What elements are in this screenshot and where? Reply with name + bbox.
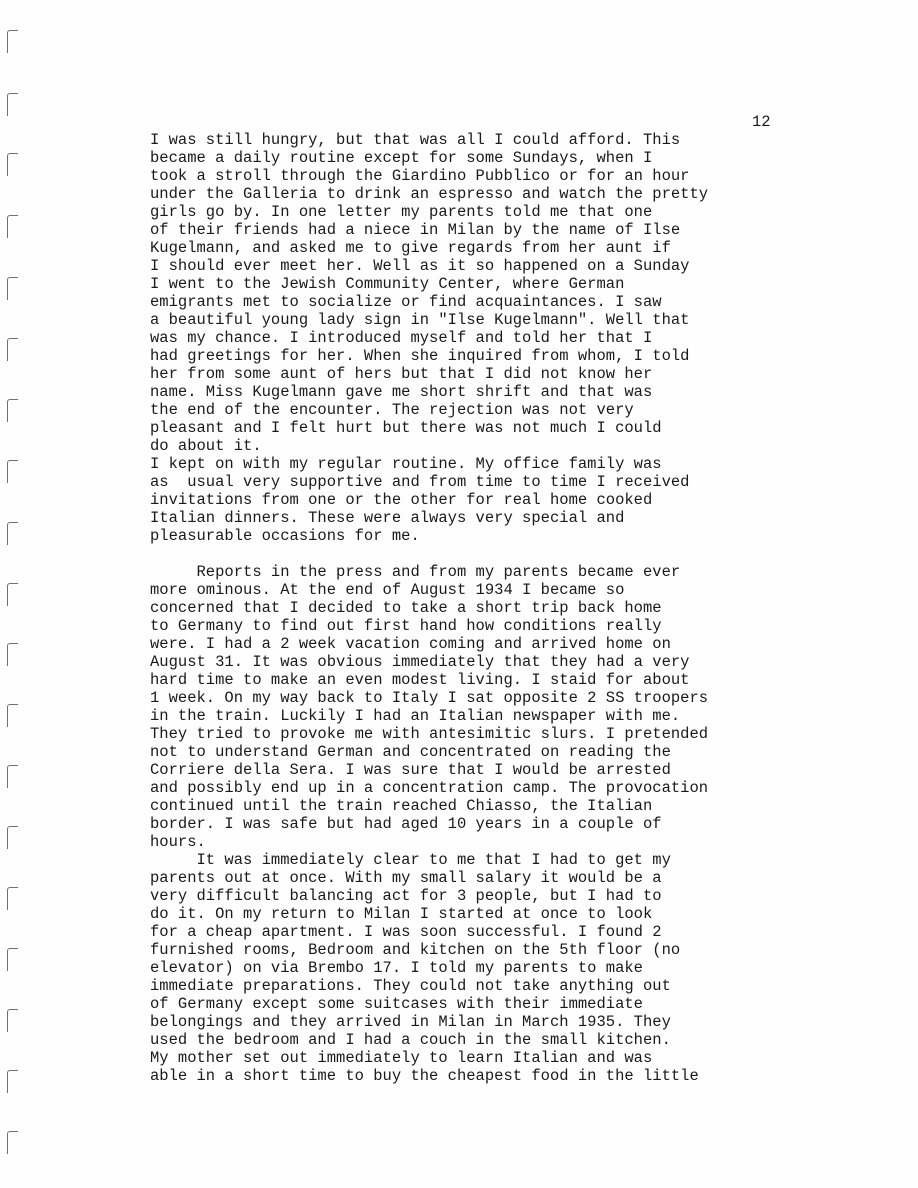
binder-hole-mark xyxy=(7,826,18,849)
text-line: more ominous. At the end of August 1934 I became so xyxy=(150,581,625,599)
binder-hole-mark xyxy=(7,522,18,545)
text-line: were. I had a 2 week vacation coming and arrived home on xyxy=(150,635,671,653)
binder-hole-mark xyxy=(7,643,18,666)
text-line: border. I was safe but had aged 10 years in a couple of xyxy=(150,815,662,833)
text-line: They tried to provoke me with antesimitic slurs. I pretended xyxy=(150,725,709,743)
text-line: in the train. Luckily I had an Italian newspaper with me. xyxy=(150,707,681,725)
text-line: belongings and they arrived in Milan in March 1935. They xyxy=(150,1013,671,1031)
text-line: 1 week. On my way back to Italy I sat opposite 2 SS troopers xyxy=(150,689,709,707)
text-line: very difficult balancing act for 3 people, but I had to xyxy=(150,887,662,905)
text-line: It was immediately clear to me that I had to get my xyxy=(150,851,671,869)
text-line: Kugelmann, and asked me to give regards from her aunt if xyxy=(150,239,671,257)
text-line: her from some aunt of hers but that I did not know her xyxy=(150,365,653,383)
text-line: of Germany except some suitcases with their immediate xyxy=(150,995,643,1013)
binder-hole-mark xyxy=(7,399,18,422)
binder-hole-mark xyxy=(7,948,18,971)
text-line: elevator) on via Brembo 17. I told my parents to make xyxy=(150,959,643,977)
binder-hole-mark xyxy=(7,583,18,606)
text-line: took a stroll through the Giardino Pubblico or for an hour xyxy=(150,167,690,185)
binder-hole-mark xyxy=(7,704,18,727)
text-line: and possibly end up in a concentration camp. The provocation xyxy=(150,779,709,797)
binder-hole-mark xyxy=(7,30,18,53)
text-line: a beautiful young lady sign in "Ilse Kugelmann". Well that xyxy=(150,311,690,329)
binder-hole-mark xyxy=(7,215,18,238)
text-line: hours. xyxy=(150,833,206,851)
text-line: invitations from one or the other for real home cooked xyxy=(150,491,653,509)
text-line: for a cheap apartment. I was soon successful. I found 2 xyxy=(150,923,662,941)
text-line: I was still hungry, but that was all I could afford. This xyxy=(150,131,681,149)
text-line: became a daily routine except for some Sundays, when I xyxy=(150,149,653,167)
binder-hole-mark xyxy=(7,338,18,361)
typed-text-body xyxy=(150,131,810,1085)
text-line: immediate preparations. They could not take anything out xyxy=(150,977,671,995)
text-line: Reports in the press and from my parents became ever xyxy=(150,563,681,581)
text-line: concerned that I decided to take a short trip back home xyxy=(150,599,662,617)
text-line: under the Galleria to drink an espresso and watch the pretty xyxy=(150,185,709,203)
text-line: emigrants met to socialize or find acquaintances. I saw xyxy=(150,293,662,311)
text-line: parents out at once. With my small salary it would be a xyxy=(150,869,662,887)
binder-hole-mark xyxy=(7,93,18,116)
text-line: My mother set out immediately to learn Italian and was xyxy=(150,1049,653,1067)
binder-hole-mark xyxy=(7,460,18,483)
text-line: pleasurable occasions for me. xyxy=(150,527,420,545)
text-line: not to understand German and concentrated on reading the xyxy=(150,743,671,761)
binder-hole-mark xyxy=(7,1070,18,1093)
text-line: to Germany to find out first hand how conditions really xyxy=(150,617,662,635)
binder-hole-mark xyxy=(7,1009,18,1032)
binder-hole-mark xyxy=(7,1131,18,1154)
text-line: continued until the train reached Chiasso, the Italian xyxy=(150,797,653,815)
text-line: the end of the encounter. The rejection was not very xyxy=(150,401,634,419)
text-line: able in a short time to buy the cheapest food in the little xyxy=(150,1067,699,1085)
text-line: I went to the Jewish Community Center, where German xyxy=(150,275,625,293)
paragraph-gap xyxy=(150,545,810,563)
text-line: used the bedroom and I had a couch in the small kitchen. xyxy=(150,1031,671,1049)
text-line: name. Miss Kugelmann gave me short shrift and that was xyxy=(150,383,653,401)
text-line: do about it. xyxy=(150,437,262,455)
text-line: I kept on with my regular routine. My office family was xyxy=(150,455,662,473)
text-line: do it. On my return to Milan I started at once to look xyxy=(150,905,653,923)
text-line: furnished rooms, Bedroom and kitchen on the 5th floor (no xyxy=(150,941,681,959)
text-line: hard time to make an even modest living. I staid for about xyxy=(150,671,690,689)
text-line: girls go by. In one letter my parents told me that one xyxy=(150,203,653,221)
binder-hole-mark xyxy=(7,887,18,910)
text-line: was my chance. I introduced myself and told her that I xyxy=(150,329,653,347)
text-line: pleasant and I felt hurt but there was not much I could xyxy=(150,419,662,437)
text-line: had greetings for her. When she inquired from whom, I told xyxy=(150,347,690,365)
text-line: Italian dinners. These were always very special and xyxy=(150,509,625,527)
binder-hole-mark xyxy=(7,277,18,300)
text-line: Corriere della Sera. I was sure that I would be arrested xyxy=(150,761,671,779)
text-line: of their friends had a niece in Milan by the name of Ilse xyxy=(150,221,681,239)
text-line: I should ever meet her. Well as it so happened on a Sunday xyxy=(150,257,690,275)
text-line: as usual very supportive and from time to time I received xyxy=(150,473,690,491)
text-line: August 31. It was obvious immediately that they had a very xyxy=(150,653,690,671)
page-number: 12 xyxy=(752,113,771,131)
binder-hole-mark xyxy=(7,765,18,788)
binder-hole-mark xyxy=(7,153,18,176)
